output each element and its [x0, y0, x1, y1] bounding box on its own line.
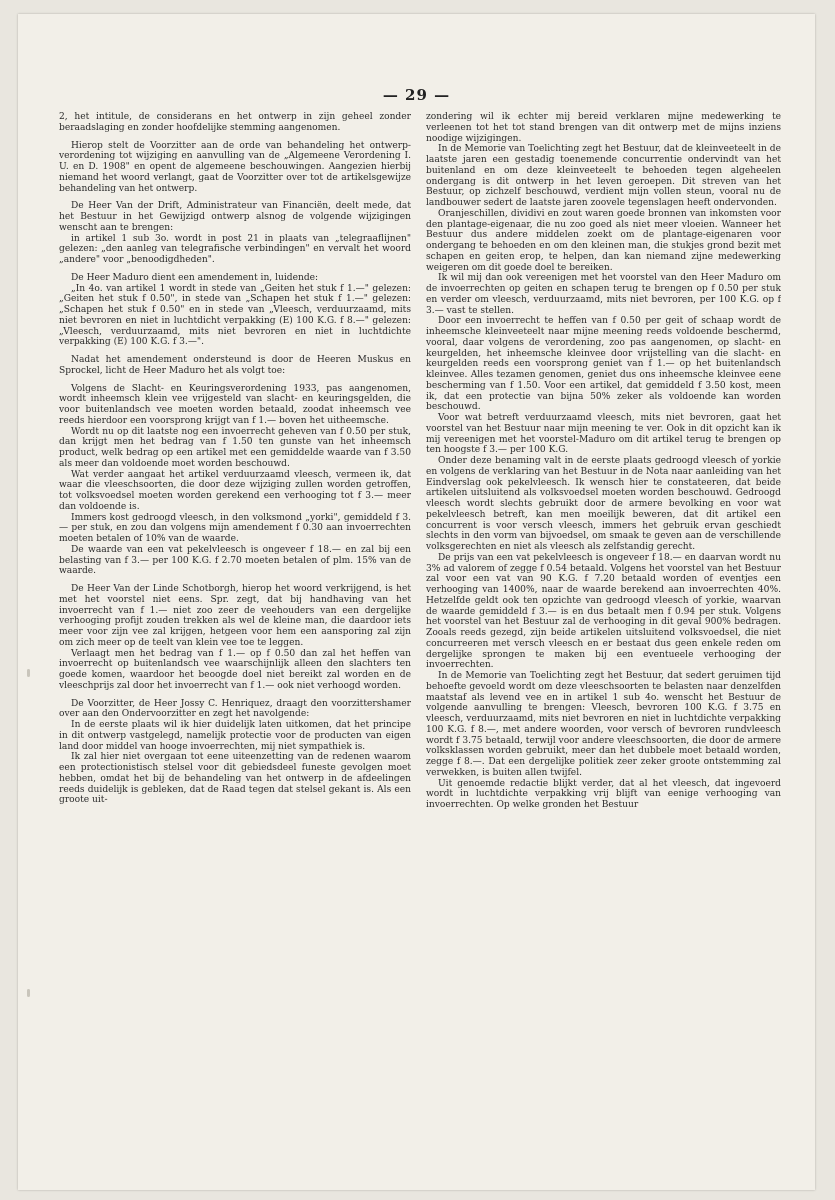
paragraph: De Heer Van der Drift, Administrateur van Financiën, deelt mede, dat het Bestuur in het Gewijzigd ontwerp alsnog de volgende wijzigingen wenscht aan te brengen:	[59, 201, 411, 233]
paragraph: Ik zal hier niet overgaan tot eene uiteenzetting van de redenen waarom een protectionistisch stelsel voor dit gebiedsdeel funeste gevolgen moet hebben, omdat het bij de behandeling van het ontwerp in de afdeelingen reeds duidelijk is gebleken, dat de Raad tegen dat stelsel gekant is. Als een groote uit-	[59, 752, 411, 806]
paragraph: De Heer Maduro dient een amendement in, luidende:	[71, 272, 319, 283]
paragraph: 2, het intitule, de considerans en het ontwerp in zijn geheel zonder beraadslaging en zonder hoofdelijke stemming aangenomen.	[59, 112, 411, 133]
paragraph: Wordt nu op dit laatste nog een invoerrecht geheven van f 0.50 per stuk, dan krijgt men het bedrag van f 1.50 ten gunste van het inheemsch product, welk bedrag op een artikel met een gemiddelde waarde van f 3.50 als meer dan voldoende moet worden beschouwd.	[59, 426, 411, 469]
paragraph: In de Memorie van Toelichting zegt het Bestuur, dat sedert geruimen tijd behoefte gevoeld wordt om deze vleeschsoorten te belasten naar denzelfden maatstaf als levend vee en in artikel 1 sub 4o. wenscht het Bestuur de volgende aanvulling te brengen: Vleesch, bevroren 100 K.G. f 3.75 en vleesch, verduurzaamd, mits niet bevroren en niet in luchtdichte verpakking 100 K.G. f 8.—, met andere woorden, voor versch of bevroren rundvleesch wordt f 3.75 betaald, terwijl voor andere vleeschsoorten, die door de armere volksklassen worden gebruikt, meer dan het dubbele moet betaald worden, zegge f 8.—. Dat een dergelijke politiek zeer zeker groote ontstemming zal verwekken, is buiten allen twijfel.	[426, 671, 781, 778]
paragraph: De prijs van een vat pekelvleesch is ongeveer f 18.— en daarvan wordt nu 3% ad valorem of zegge f 0.54 betaald. Volgens het voorstel van het Bestuur zal voor een vat van 90 K.G. f 7.20 betaald worden of eventjes een verhooging van 1400%, naar de waarde berekend aan invoerrechten 40%. Hetzelfde geldt ook ten opzichte van gedroogd vleesch of yorkie, waarvan de waarde gemiddeld f 3.— is en dus betaalt men f 0.94 per stuk. Volgens het voorstel van het Bestuur zal de verhooging in dit geval 900% bedragen. Zooals reeds gezegd, zijn beide artikelen uitsluitend volksvoedsel, die niet concurreeren met versch vleesch en er bestaat dus geen enkele reden om dergelijke sprongen te maken bij een eventueele verhooging der invoerrechten.	[426, 552, 781, 671]
paragraph: Hierop stelt de Voorzitter aan de orde van behandeling het ontwerp-verordening tot wijziging en aanvulling van de „Algemeene Verordening I. U. en D. 1908" en opent de algemeene beschouwingen. Aangezien hierbij niemand het woord verlangt, gaat de Voorzitter over tot de artikelsgewijze behandeling van het ontwerp.	[59, 140, 411, 194]
document-page	[18, 14, 815, 1190]
paragraph: Voor wat betreft verduurzaamd vleesch, mits niet bevroren, gaat het voorstel van het Bestuur naar mijn meening te ver. Ook in dit opzicht kan ik mij vereenigen met het voorstel-Maduro om dit artikel terug te brengen op ten hoogste f 3.— per 100 K.G.	[426, 413, 781, 456]
paragraph: In de Memorie van Toelichting zegt het Bestuur, dat de kleinveeteelt in de laatste jaren een gestadig toenemende concurrentie ondervindt van het buitenland en om deze kleinveeteelt te behoeden tegen algeheelen ondergang is dit ontwerp in het leven geroepen. Dit streven van het Bestuur, op zichzelf beschouwd, verdient mijn vollen steun, vooral nu de landbouwer sedert de laatste jaren zoovele tegenslagen heeft ondervonden.	[426, 144, 781, 208]
paragraph: in artikel 1 sub 3o. wordt in post 21 in plaats van „telegraaflijnen" gelezen: „den aanleg van telegrafische verbindingen" en vervalt het woord „andere" voor „benoodigdheden".	[59, 233, 411, 265]
paragraph: Onder deze benaming valt in de eerste plaats gedroogd vleesch of yorkie en volgens de verklaring van het Bestuur in de Nota naar aanleiding van het Eindverslag ook pekelvleesch. Ik wensch hier te constateeren, dat beide artikelen uitsluitend als volksvoedsel moeten worden beschouwd. Gedroogd vleesch wordt slechts gebruikt door de armere bevolking en voor wat pekelvleesch betreft, kan men moeilijk beweren, dat dit artikel een concurrent is voor versch vleesch, immers het gebruik ervan geschiedt slechts in den vorm van bijvoedsel, om smaak te geven aan de verschillende volksgerechten en niet als vleesch als zelfstandig gerecht.	[426, 456, 781, 552]
paragraph: zondering wil ik echter mij bereid verklaren mijne medewerking te verleenen tot het tot stand brengen van dit ontwerp met de mijns inziens noodige wijzigingen.	[426, 112, 781, 144]
paragraph: Verlaagt men het bedrag van f 1.— op f 0.50 dan zal het heffen van invoerrecht op buitenlandsch vee waarschijnlijk alleen den slachters ten goede komen, waardoor het beoogde doel niet bereikt zal worden en de vleeschprijs zal door het invoerrecht van f 1.— ook niet verhoogd worden.	[59, 648, 411, 691]
paragraph: De waarde van een vat pekelvleesch is ongeveer f 18.— en zal bij een belasting van f 3.— per 100 K.G. f 2.70 moeten betalen of plm. 15% van de waarde.	[59, 544, 411, 577]
paragraph: Ik wil mij dan ook vereenigen met het voorstel van den Heer Maduro om de invoerrechten op geiten en schapen terug te brengen op f 0.50 per stuk en verder om vleesch, verduurzaamd, mits niet bevroren, per 100 K.G. op f 3.— vast te stellen.	[426, 273, 781, 316]
paragraph: Uit genoemde redactie blijkt verder, dat al het vleesch, dat ingevoerd wordt in luchtdichte verpakking vrij blijft van eenige verhooging van invoerrechten. Op welke gronden het Bestuur	[426, 778, 781, 810]
binding-mark	[27, 669, 30, 677]
page-number: — 29 —	[382, 86, 451, 104]
paragraph: De Heer Van der Linde Schotborgh, hierop het woord verkrijgend, is het met het voorstel niet eens. Spr. zegt, dat bij handhaving van het invoerrecht van f 1.— niet zoo zeer de veehouders van een dergelijke verhooging profijt zouden trekken als wel de kleine man, die daardoor iets meer voor zijn vee zal krijgen, hetgeen voor hem een aansporing zal zijn om zich meer op de teelt van klein vee toe te leggen.	[59, 584, 411, 648]
binding-mark	[27, 989, 30, 997]
paragraph: In de eerste plaats wil ik hier duidelijk laten uitkomen, dat het principe in dit ontwerp vastgelegd, namelijk protectie voor de producten van eigen land door middel van hooge invoerrechten, mij niet sympathiek is.	[59, 720, 411, 752]
paragraph: Immers kost gedroogd vleesch, in den volksmond „yorki", gemiddeld f 3.— per stuk, en zou dan volgens mijn amendement f 0.30 aan invoerrechten moeten betalen of 10% van de waarde.	[59, 512, 411, 544]
paragraph: Oranjeschillen, dividivi en zout waren goede bronnen van inkomsten voor den plantage-eigenaar, die nu zoo goed als niet meer vloeien. Wanneer het Bestuur dus andere middelen zoekt om de plantage-eigenaren voor ondergang te behoeden en om den kleinen man, die stukjes grond bezit met schapen en geiten erop, te helpen, dan kan niemand zijne medewerking weigeren om dit goede doel te bereiken.	[426, 208, 781, 273]
left-column	[59, 112, 411, 1127]
paragraph: Volgens de Slacht- en Keuringsverordening 1933, pas aangenomen, wordt inheemsch klein vee vrijgesteld van slacht- en keuringsgelden, die voor buitenlandsch vee moeten worden betaald, zoodat inheemsch vee reeds hierdoor een voorsprong krijgt van f 1.— boven het uitheemsche.	[59, 383, 411, 426]
right-column	[426, 112, 781, 1127]
paragraph: Wat verder aangaat het artikel verduurzaamd vleesch, vermeen ik, dat waar die vleeschsoorten, die door deze wijziging zullen worden getroffen, tot volksvoedsel moeten worden gerekend een verhooging tot f 3.— meer dan voldoende is.	[59, 469, 411, 512]
paragraph: „In 4o. van artikel 1 wordt in stede van „Geiten het stuk f 1.—" gelezen: „Geiten het stuk f 0.50", in stede van „Schapen het stuk f 1.—" gelezen: „Schapen het stuk f 0.50" en in stede van „Vleesch, verduurzaamd, mits niet bevroren en niet in luchtdicht verpakking (E) 100 K.G. f 8.—" gelezen: „Vleesch, verduurzaamd, mits niet bevroren en niet in luchtdichte verpakking (E) 100 K.G. f 3.—".	[59, 283, 411, 348]
paragraph: Nadat het amendement ondersteund is door de Heeren Muskus en Sprockel, licht de Heer Maduro het als volgt toe:	[59, 355, 411, 376]
paragraph: Door een invoerrecht te heffen van f 0.50 per geit of schaap wordt de inheemsche kleinveeteelt naar mijne meening reeds voldoende beschermd, vooral, daar volgens de verordening, zoo pas aangenomen, op slacht- en keurgelden, het inheemsche kleinvee door vrijstelling van die slacht- en keurgelden reeds een voorsprong geniet van f 1.— op het buitenlandsch kleinvee. Alles tezamen genomen, geniet dus ons inheemsche kleinvee eene bescherming van f 1.50. Voor een artikel, dat gemiddeld f 3.50 kost, meen ik, dat een protectie van bijna 50% zeker als voldoende kan worden beschouwd.	[426, 316, 781, 413]
paragraph: De Voorzitter, de Heer Jossy C. Henriquez, draagt den voorzittershamer over aan den Ondervoorzitter en zegt het navolgende:	[59, 698, 411, 720]
